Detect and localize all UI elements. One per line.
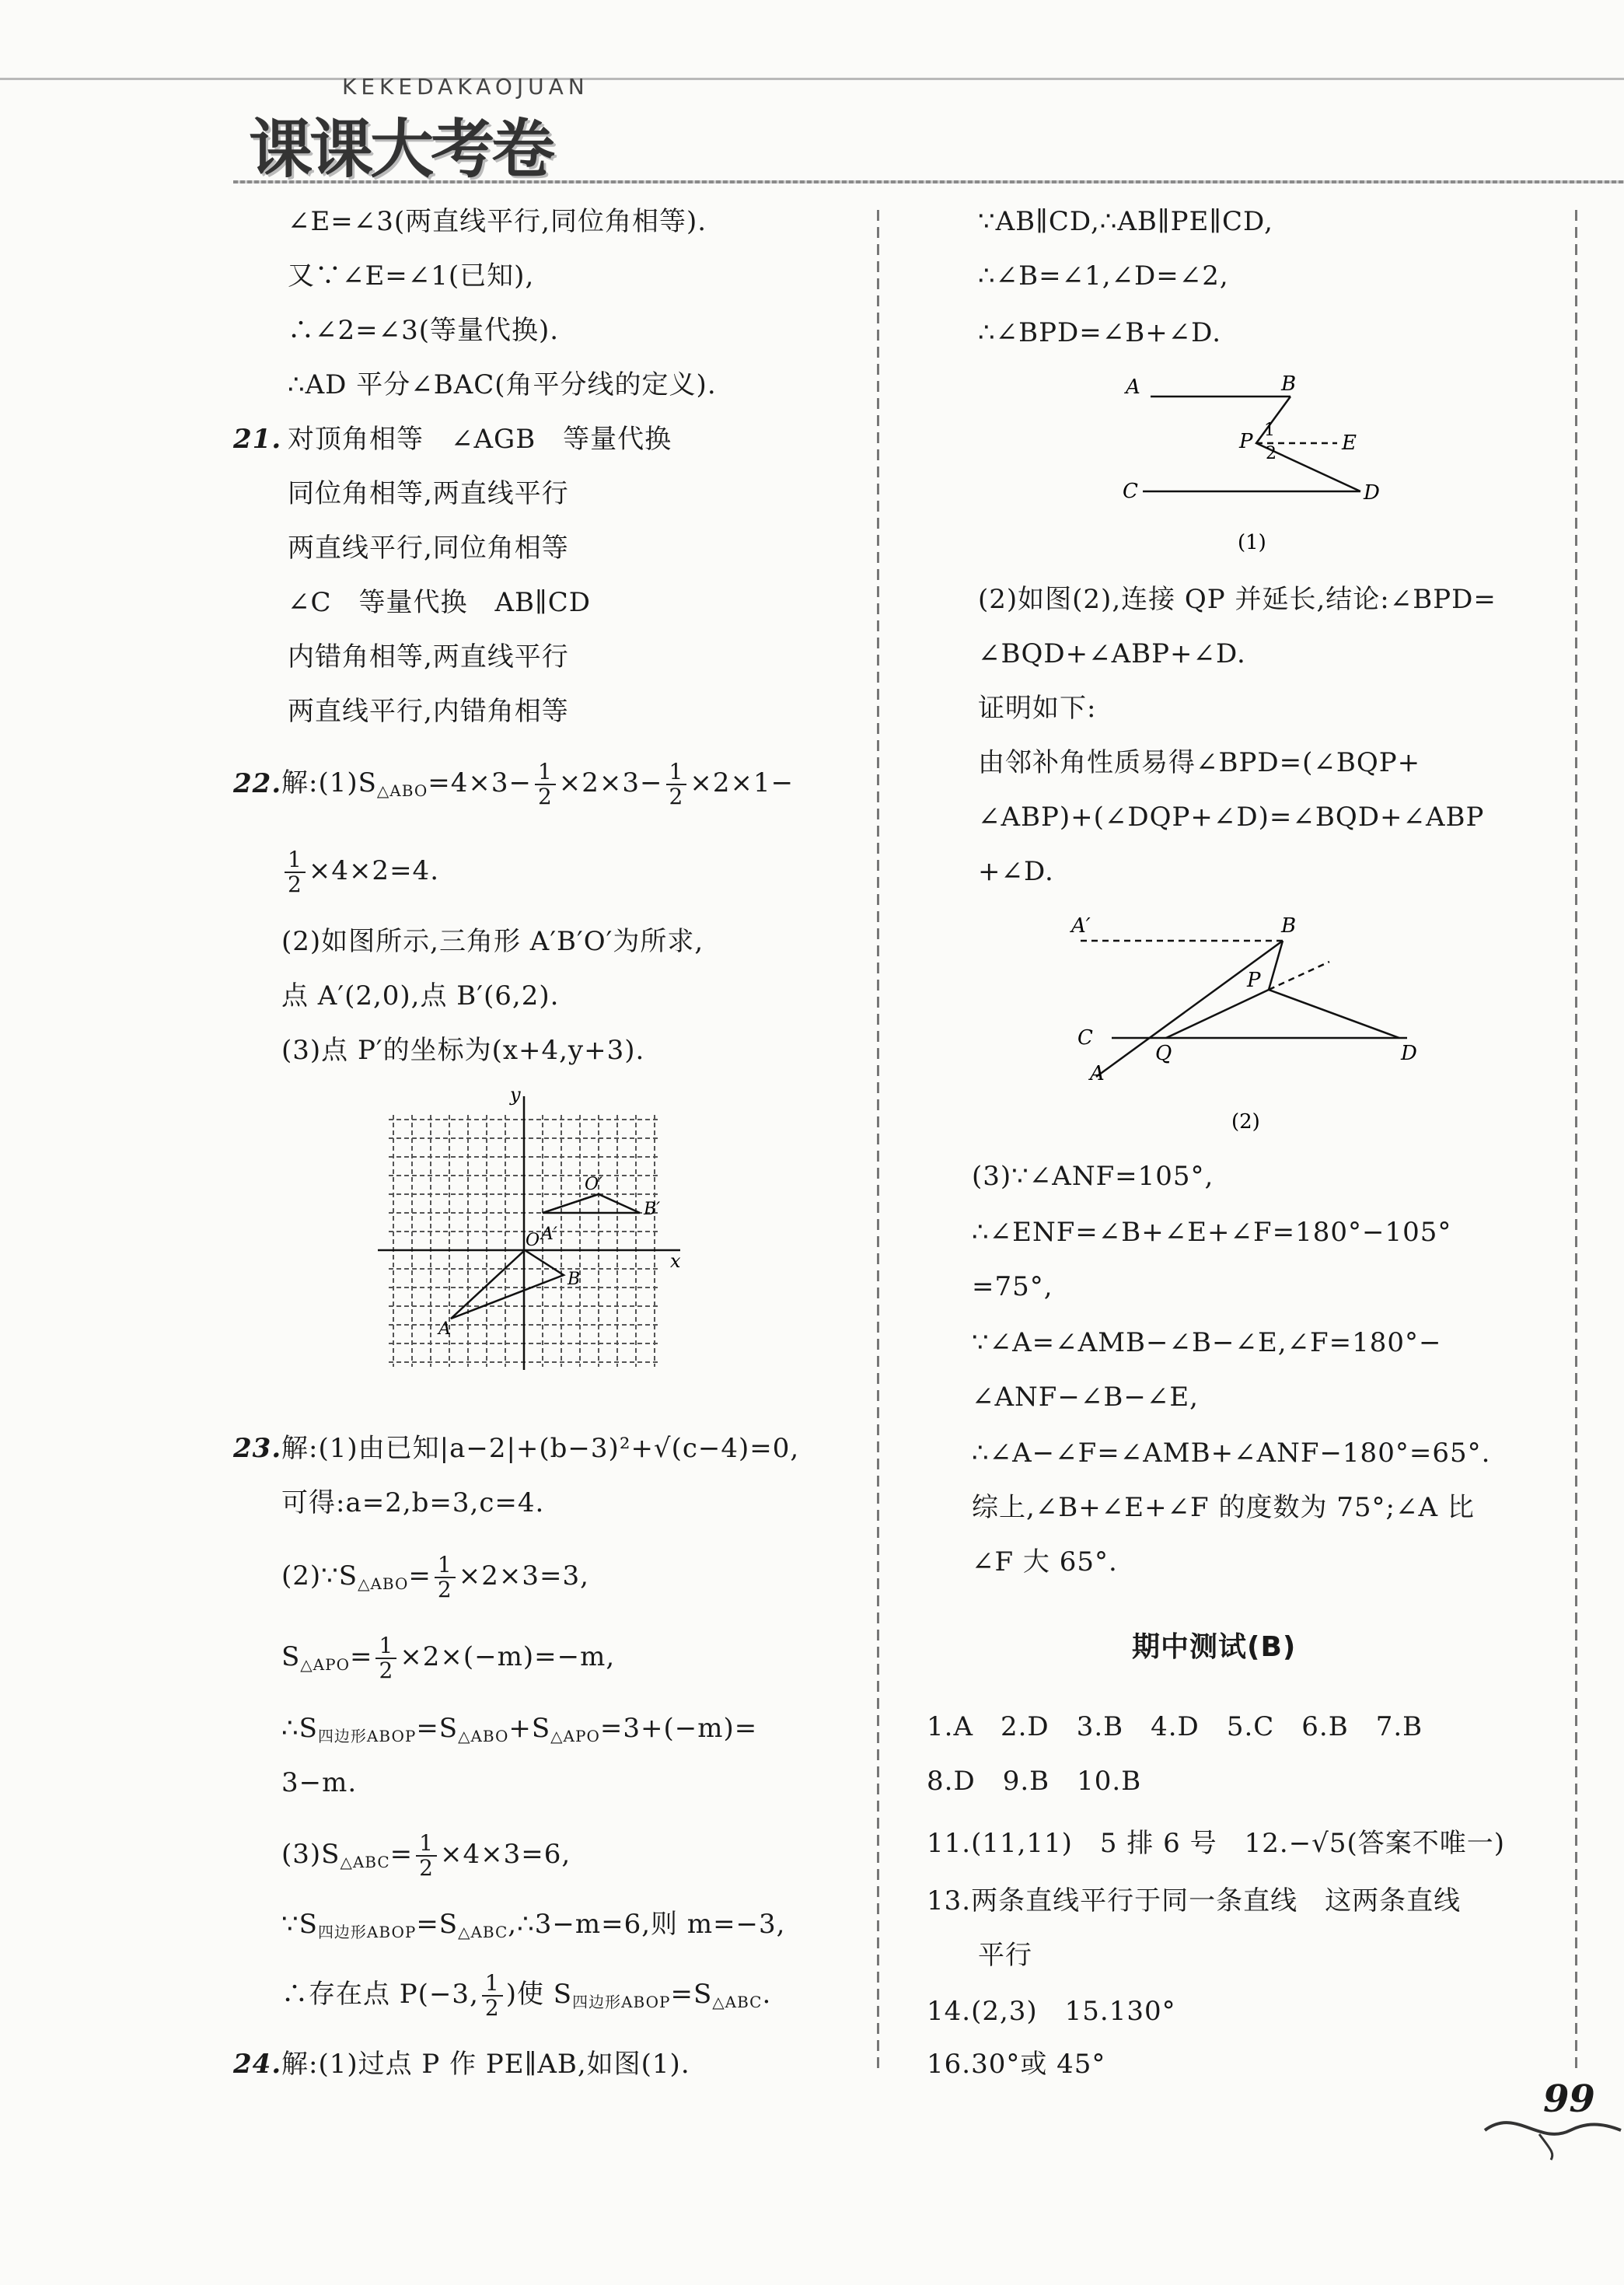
fig2-label-C: C bbox=[1077, 1026, 1093, 1050]
grid-label-y: y bbox=[510, 1084, 521, 1106]
figure-1 bbox=[1112, 365, 1392, 568]
text-line: 解:(1)过点 P 作 PE∥AB,如图(1). bbox=[281, 2049, 690, 2080]
grid-label-o2: O′ bbox=[585, 1175, 603, 1194]
text-line: ∴∠ENF=∠B+∠E+∠F=180°−105° bbox=[972, 1217, 1452, 1248]
text-line: ∴AD 平分∠BAC(角平分线的定义). bbox=[288, 369, 717, 400]
text-line: ∵AB∥CD,∴AB∥PE∥CD, bbox=[978, 206, 1273, 237]
formula-line: $\frac{1}{2}$ ×4×2=4. bbox=[281, 844, 439, 898]
header-logo bbox=[249, 74, 622, 190]
fig2-label-D: D bbox=[1401, 1042, 1417, 1065]
grid-label-b: B bbox=[568, 1270, 581, 1289]
text-line: ∴∠A−∠F=∠AMB+∠ANF−180°=65°. bbox=[972, 1438, 1491, 1469]
answer-line: 16.30°或 45° bbox=[927, 2049, 1106, 2080]
fig1-label-1: 1 bbox=[1264, 421, 1275, 440]
answer-line: 两直线平行,内错角相等 bbox=[288, 696, 569, 727]
answer-line: 平行 bbox=[978, 1940, 1032, 1971]
right-edge-divider bbox=[1575, 210, 1577, 2068]
fig1-label-D: D bbox=[1364, 481, 1380, 505]
fig1-label-E: E bbox=[1342, 431, 1357, 455]
answer-line: 对顶角相等 ∠AGB 等量代换 bbox=[288, 424, 672, 455]
text-line: (2)如图(2),连接 QP 并延长,结论:∠BPD= bbox=[978, 584, 1497, 615]
text-line: 证明如下: bbox=[978, 693, 1097, 724]
text-line: ∠BQD+∠ABP+∠D. bbox=[978, 638, 1246, 669]
text-line: ∠E=∠3(两直线平行,同位角相等). bbox=[288, 206, 707, 237]
grid-label-a: A bbox=[438, 1319, 451, 1339]
grid-label-o: O bbox=[526, 1231, 540, 1250]
fig1-caption: (1) bbox=[1238, 531, 1266, 554]
fig2-label-B: B bbox=[1281, 914, 1297, 938]
text-line: 3−m. bbox=[281, 1767, 358, 1798]
text-line: ∠ANF−∠B−∠E, bbox=[972, 1382, 1199, 1413]
page-number: 99 bbox=[1543, 2077, 1595, 2121]
brand-title: 课课大考卷 bbox=[249, 112, 553, 187]
question-number: 24. bbox=[233, 2049, 282, 2080]
header-rule-top bbox=[0, 78, 1624, 80]
grid-label-a2: A′ bbox=[541, 1225, 557, 1244]
formula-line: 解:(1)由已知|a−2|+(b−3)²+√(c−4)=0, bbox=[281, 1433, 800, 1464]
fig1-label-C: C bbox=[1123, 480, 1138, 503]
text-line: 又∵∠E=∠1(已知), bbox=[288, 260, 535, 292]
text-line: 可得:a=2,b=3,c=4. bbox=[281, 1487, 545, 1518]
figure-2 bbox=[1065, 906, 1438, 1139]
formula-line: $(2)\because S_{\triangle ABO}=$ $\frac{1}{2}$ ×2×3=3, bbox=[281, 1552, 589, 1602]
fig1-label-A: A bbox=[1126, 376, 1140, 399]
answer-line: 两直线平行,同位角相等 bbox=[288, 533, 569, 564]
text-line: (3)点 P′的坐标为(x+4,y+3). bbox=[281, 1035, 645, 1066]
formula-line: $(3)S_{\triangle ABC}=$ $\frac{1}{2}$ ×4×3=6, bbox=[281, 1830, 571, 1881]
fig1-label-B: B bbox=[1281, 372, 1297, 396]
question-number: 21. bbox=[233, 424, 282, 455]
formula-line: $\because S_{四边形ABOP}=S_{\triangle ABC},\therefore 3-m=6$,则 m=−3, bbox=[281, 1909, 786, 1941]
formula-line: $\therefore S_{四边形ABOP}=S_{\triangle ABO}+S_{\triangle APO}=3+(-m)=$ bbox=[281, 1713, 758, 1745]
answer-line: 8.D 9.B 10.B bbox=[927, 1766, 1142, 1797]
text-line: ∠ABP)+(∠DQP+∠D)=∠BQD+∠ABP bbox=[978, 802, 1485, 833]
text-line: ∠F 大 65°. bbox=[972, 1546, 1118, 1577]
section-title: 期中测试(B) bbox=[1132, 1631, 1297, 1663]
grid-label-b2: B′ bbox=[644, 1200, 661, 1219]
answer-line: 13.两条直线平行于同一条直线 这两条直线 bbox=[927, 1885, 1462, 1916]
text-line: 由邻补角性质易得∠BPD=(∠BQP+ bbox=[978, 747, 1421, 778]
text-line: ∴∠BPD=∠B+∠D. bbox=[978, 317, 1222, 348]
text-line: ∵∠A=∠AMB−∠B−∠E,∠F=180°− bbox=[972, 1327, 1442, 1358]
formula-line: $S_{\triangle APO}=$ $\frac{1}{2}$ ×2×(−m)=−m, bbox=[281, 1633, 616, 1683]
answer-line: 11.(11,11) 5 排 6 号 12.−√5(答案不唯一) bbox=[927, 1828, 1506, 1859]
question-number: 23. bbox=[233, 1433, 282, 1464]
answer-line: 1.A 2.D 3.B 4.D 5.C 6.B 7.B bbox=[927, 1711, 1423, 1742]
column-divider bbox=[877, 210, 879, 2068]
text-line: +∠D. bbox=[978, 856, 1054, 887]
answer-line: 同位角相等,两直线平行 bbox=[288, 478, 569, 509]
fig2-caption: (2) bbox=[1231, 1110, 1260, 1134]
fig2-label-A: A bbox=[1090, 1062, 1105, 1085]
grid-label-x: x bbox=[670, 1250, 681, 1272]
brand-pinyin: KEKEDAKAOJUAN bbox=[342, 74, 589, 100]
text-line: =75°, bbox=[972, 1271, 1053, 1302]
question-number: 22. bbox=[233, 768, 282, 799]
text-line: ∴∠B=∠1,∠D=∠2, bbox=[978, 260, 1229, 292]
text-line: (3)∵∠ANF=105°, bbox=[972, 1161, 1214, 1192]
text-line: 点 A′(2,0),点 B′(6,2). bbox=[281, 980, 560, 1011]
coordinate-grid-figure bbox=[373, 1081, 700, 1392]
fig2-label-Q: Q bbox=[1155, 1042, 1172, 1065]
fig2-label-P: P bbox=[1247, 969, 1261, 992]
text-line: (2)如图所示,三角形 A′B′O′为所求, bbox=[281, 926, 704, 957]
fig1-label-2: 2 bbox=[1266, 444, 1276, 463]
text-line: 综上,∠B+∠E+∠F 的度数为 75°;∠A 比 bbox=[972, 1492, 1475, 1523]
fig2-label-A1: A′ bbox=[1071, 914, 1091, 938]
answer-line: 14.(2,3) 15.130° bbox=[927, 1996, 1176, 2027]
answer-line: ∠C 等量代换 AB∥CD bbox=[288, 587, 592, 618]
fig1-label-P: P bbox=[1239, 430, 1253, 453]
answer-line: 内错角相等,两直线平行 bbox=[288, 641, 569, 673]
formula-line: ∴存在点 P(−3, $\frac{1}{2}$ )使 $S_{四边形ABOP}=S_{\triangle ABC}$. bbox=[281, 1970, 772, 2021]
formula-line: 解$:(1)S_{\triangle ABO}=4\times 3-$ $\frac{1}{2}$ ×2×3− $\frac{1}{2}$ ×2×1− bbox=[281, 759, 795, 809]
text-line: ∴∠2=∠3(等量代换). bbox=[288, 315, 560, 346]
